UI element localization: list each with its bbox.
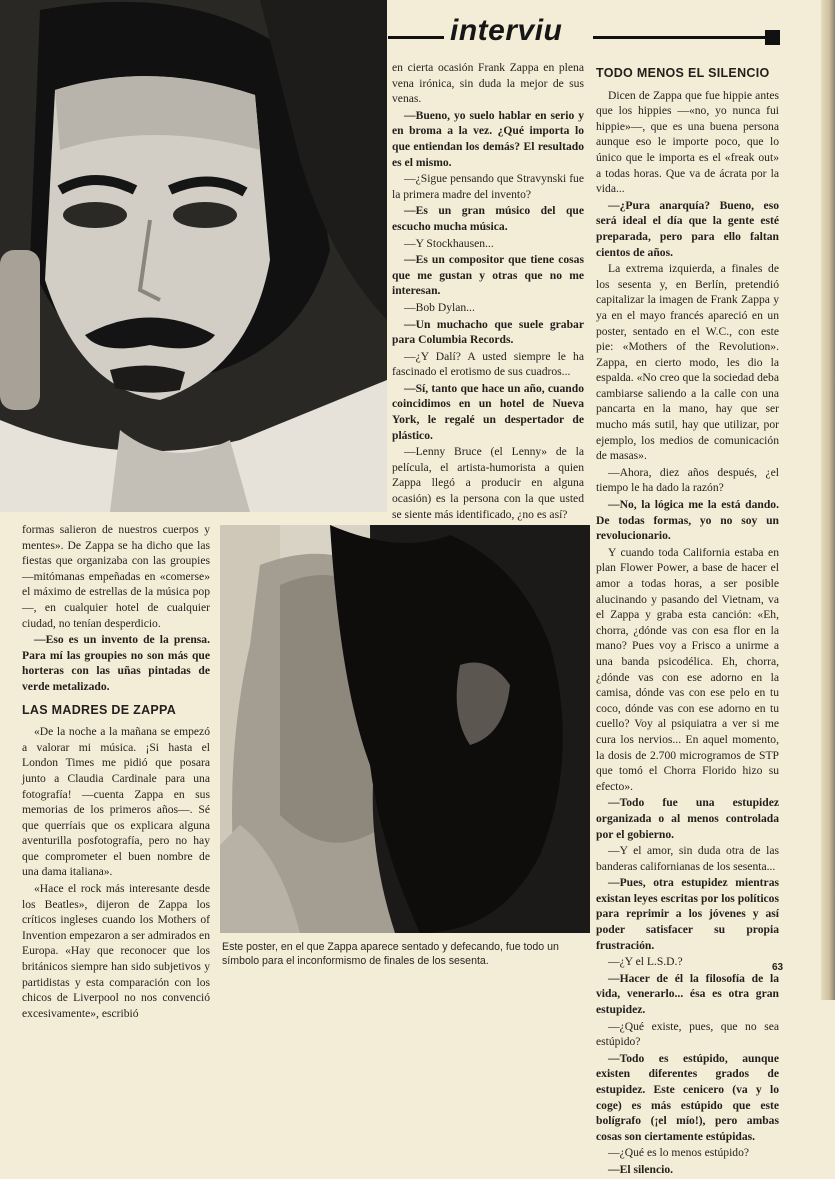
- paragraph: «De la noche a la mañana se empezó a valorar mi música. ¡Si hasta el London Times me pidió que posara junto a Claudia Cardinale para una fotografía! —cuenta Zappa en sus memorias de los primeros años—. Sé que querríais que os explicara alguna aventurilla posfotografía, pero no hay que comprometer el buen nombre de una dama italiana».: [22, 725, 210, 879]
- paragraph: —¿Y el L.S.D.?: [608, 955, 683, 969]
- paragraph: «Hace el rock más interesante desde los Beatles», dijeron de Zappa los críticos ingleses cuando los Mothers of Invention empezaron a ser admirados en Europa. «Hay que reconocer que los británicos siempre han sido subjetivos y partidistas y esta comparación con los chicos de Liverpool no nos convenció excesivamente», escribió: [22, 882, 210, 1020]
- article-column-left: [22, 522, 210, 1022]
- paragraph: —Todo fue una estupidez organizada o al menos controlada por el gobierno.: [596, 796, 779, 841]
- header-rule-right: [593, 36, 768, 39]
- paragraph: —¿Qué existe, pues, que no sea estúpido?: [596, 1019, 779, 1049]
- header-rule-left: [388, 36, 444, 39]
- paragraph: —Bueno, yo suelo hablar en serio y en broma a la vez. ¿Qué importa lo que entiendan los demás? El resultado es el mismo.: [392, 108, 584, 169]
- paragraph: formas salieron de nuestros cuerpos y mentes». De Zappa se ha dicho que las fiestas que organizaba con las groupies —mitómanas empeñadas en «comerse» el máximo de estrellas de la música pop—, en cualquier hotel de cualquier ciudad, no tenían desperdicio.: [22, 523, 210, 630]
- paragraph: —No, la lógica me la está dando. De todas formas, yo no soy un revolucionario.: [596, 498, 779, 543]
- photo-caption: Este poster, en el que Zappa aparece sentado y defecando, fue todo un símbolo para el inconformismo de finales de los sesenta.: [222, 941, 559, 967]
- paragraph: —Sí, tanto que hace un año, cuando coincidimos en un hotel de Nueva York, le regalé un despertador de plástico.: [392, 381, 584, 442]
- paragraph: —Eso es un invento de la prensa. Para mí las groupies no son más que horteras con las uñas pintadas de verde metalizado.: [22, 633, 210, 693]
- paragraph: La extrema izquierda, a finales de los sesenta y, en Berlín, pretendió capitalizar la imagen de Frank Zappa y ya en el mayo francés apareció en un poster, sentado en el W.C., con este pie: «Mothers of the Revolution». Zappa, en cierto modo, les dio la espalda. «No creo que la sociedad deba cambiarse saliendo a la calle con una pancarta en la mano, hay que ser mucho más sutil, hay que utilizar, por ejemplo, los medios de comunicación de masas».: [596, 262, 779, 463]
- paragraph: —¿Sigue pensando que Stravynski fue la primera madre del invento?: [392, 172, 584, 201]
- section-header: [388, 12, 780, 54]
- paragraph: —Y Stockhausen...: [404, 236, 494, 250]
- paragraph: —Ahora, diez años después, ¿el tiempo le ha dado la razón?: [596, 465, 779, 495]
- article-column-right: [596, 58, 779, 1179]
- section-label: interviu: [450, 14, 563, 47]
- paragraph: —Lenny Bruce (el Lenny» de la película, el artista-humorista a quien Zappa llegó a producir en alguna ocasión) es la persona con la que usted se siente más identificado, ¿no es así?: [392, 445, 584, 521]
- paragraph: —Es un gran músico del que escucho mucha música.: [392, 204, 584, 233]
- paragraph: —Hacer de él la filosofía de la vida, venerarlo... ésa es otra gran estupidez.: [596, 971, 779, 1017]
- header-square-marker: [765, 30, 780, 45]
- paragraph: —Pues, otra estupidez mientras existan leyes escritas por los políticos para reprimir a los jóvenes y así poder satisfacer su propia frustración.: [596, 876, 779, 952]
- page-edge: [821, 0, 835, 1000]
- article-column-middle: [392, 60, 584, 571]
- paragraph: —El silencio.: [608, 1162, 674, 1176]
- paragraph: —¿Y Dalí? A usted siempre le ha fascinado el erotismo de sus cuadros...: [392, 349, 584, 379]
- paragraph: —Bob Dylan...: [404, 300, 475, 314]
- paragraph: —¿Pura anarquía? Bueno, eso será ideal el día que la gente esté preparada, pero para ello faltan cientos de años.: [596, 198, 779, 259]
- portrait-photo: [0, 0, 387, 512]
- paragraph: —Un muchacho que suele grabar para Columbia Records.: [392, 317, 584, 347]
- poster-photo: [220, 525, 590, 933]
- paragraph: en cierta ocasión Frank Zappa en plena vena irónica, sin duda la mejor de sus venas.: [392, 61, 584, 106]
- paragraph: —Y el amor, sin duda otra de las banderas californianas de los sesenta...: [596, 844, 779, 873]
- subheading: LAS MADRES DE ZAPPA: [22, 702, 177, 717]
- subheading: TODO MENOS EL SILENCIO: [596, 66, 770, 80]
- paragraph: —Es un compositor que tiene cosas que me gustan y otras que no me interesan.: [392, 253, 584, 298]
- paragraph: —Todo es estúpido, aunque existen diferentes grados de estupidez. Este cenicero (va y lo coge) es más estúpido que este bolígrafo (¡el mío!), pero ambas cosas son ciertamente estúpidas.: [596, 1051, 779, 1143]
- paragraph: Y cuando toda California estaba en plan Flower Power, a base de hacer el amor a todas horas, a ser posible alucinando y pasando del Vietnam, va el Zappa y graba esta canción: «Eh, chorra, ¿dónde vas con esa flor en la mano? Pues voy a Frisco a unirme a una banda psicodélica. Eh, chorra, ¿dónde vas con ese adorno en la camisa, dónde vas con ese pelo en tu coco, dónde vas con ese adorno en tu cuello? Voy al psiquiatra a ver si me cura los nervios... En aquel momento, la dosis de 2.700 microgramos de STP que tomó el Chorra Florido hizo su efecto».: [596, 545, 779, 793]
- paragraph: —¿Qué es lo menos estúpido?: [608, 1146, 750, 1160]
- page-number: 63: [772, 962, 784, 973]
- paragraph: Dicen de Zappa que fue hippie antes que los hippies —«no, yo nunca fui hippie»—, que es una buena persona aunque eso le importe poco, que lo único que le importa es el «freak out» a todas horas. Que va de ácrata por la vida...: [596, 88, 779, 196]
